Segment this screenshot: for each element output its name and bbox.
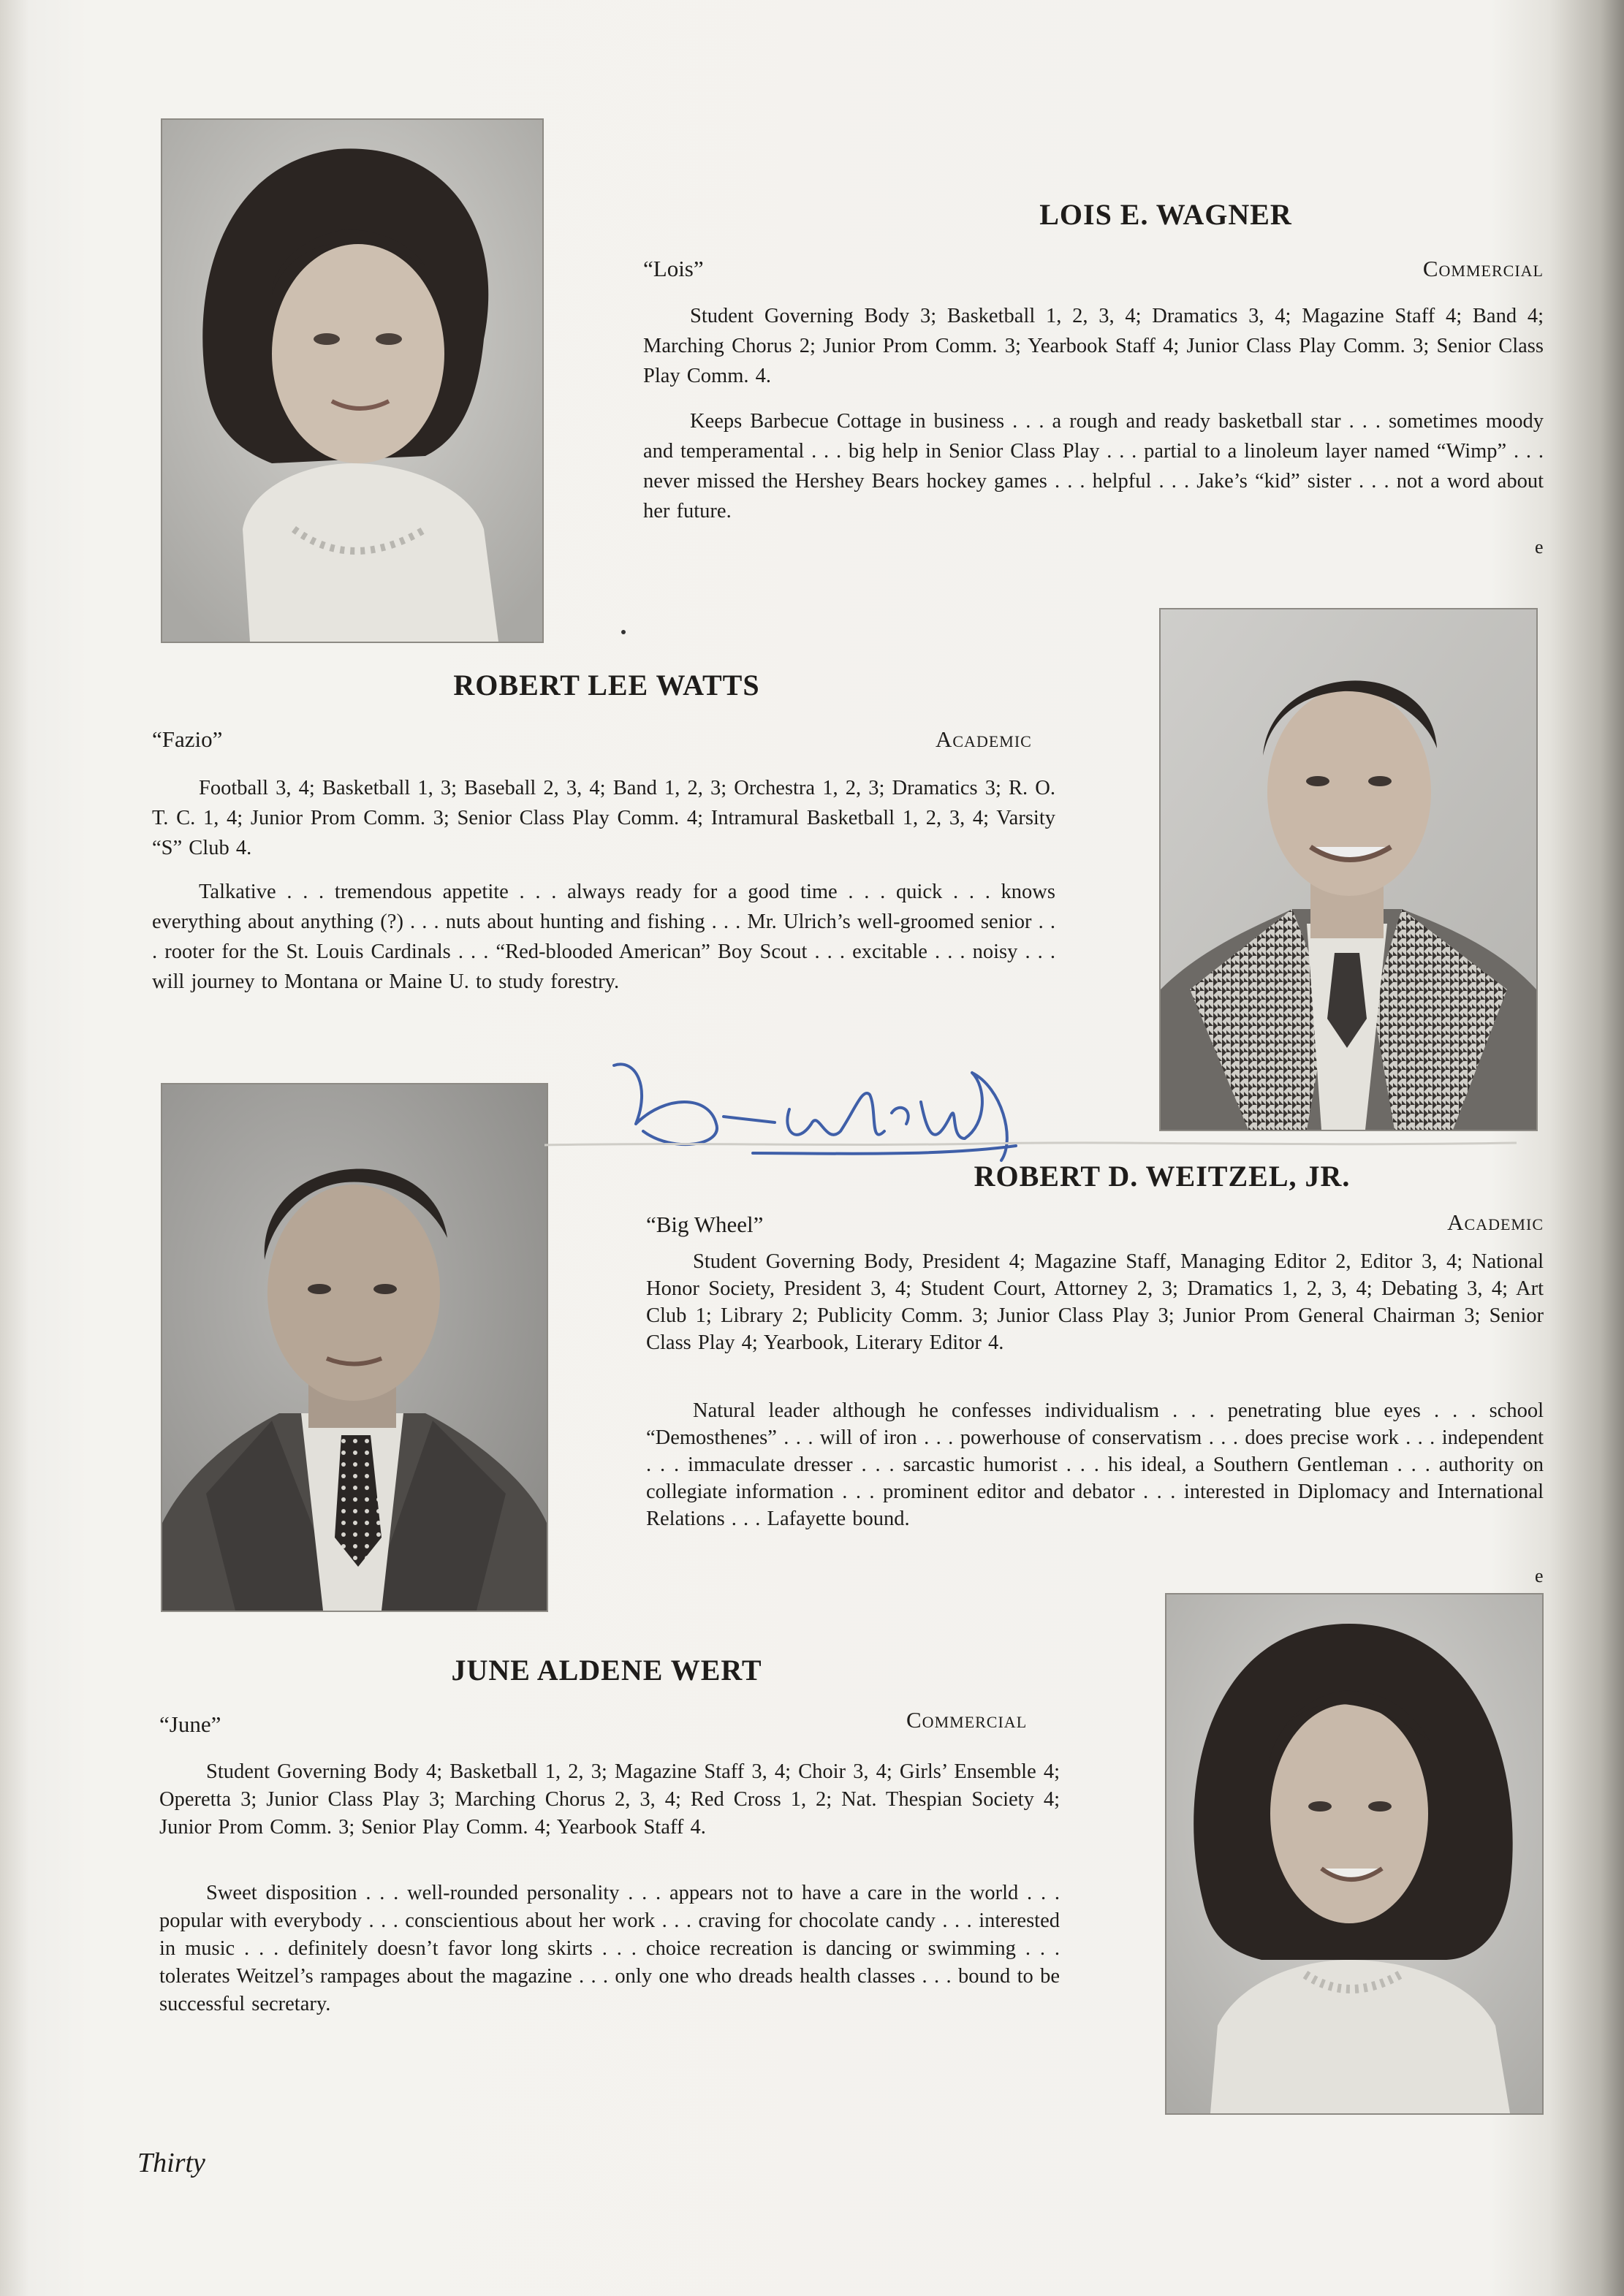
nickname-fazio: “Fazio” — [152, 726, 223, 752]
stray-mark-2: e — [1535, 1565, 1544, 1586]
activities-wert: Student Governing Body 4; Basketball 1, 2, 3; Magazine Staff 3, 4; Choir 3, 4; Girls’ Ensemble 4; Operetta 3; Junior Class Play 3; Marching Chorus 2, 3, 4; Red Cross 1, 2; Nat. Thespian Society 4; Junior Prom Comm. 3; Senior Play Comm. 4; Yearbook Staff 4. — [159, 1760, 1060, 1839]
activities-weitzel: Student Governing Body, President 4; Magazine Staff, Managing Editor 2, Editor 3, 4; National Honor Society, President 3, 4; Student Court, Attorney 2, 3; Dramatics 1, 2, 3, 4; Debating 3, 4; Art Club 1; Library 2; Publicity Comm. 3; Junior Class Play 3; Junior Prom General Chairman 3; Senior Class Play 4; Yearbook, Literary Editor 4. — [646, 1250, 1544, 1354]
course-weitzel: Academic — [1447, 1209, 1544, 1235]
page-crease — [545, 1136, 1517, 1151]
name-robert-weitzel: ROBERT D. WEITZEL, JR. — [974, 1160, 1351, 1193]
name-june-wert: JUNE ALDENE WERT — [451, 1654, 762, 1687]
portrait-robert-weitzel — [161, 1083, 548, 1612]
nickname-june: “June” — [159, 1711, 221, 1737]
course-lois: Commercial — [1422, 256, 1544, 281]
nickname-lois: “Lois” — [643, 256, 704, 281]
page-number: Thirty — [137, 2148, 205, 2178]
description-lois: Keeps Barbecue Cottage in business . . . a rough and ready basketball star . . . sometimes moody and temperamental . . . big help in Senior Class Play . . . partial to a linoleum layer named “Wimp” . . . never missed the Hershey Bears hockey games . . . helpful . . . Jake’s “kid” sister . . . not a word about her future. — [643, 410, 1544, 522]
nickname-big-wheel: “Big Wheel” — [646, 1212, 764, 1237]
stray-dot — [621, 630, 626, 634]
portrait-lois-wagner — [161, 118, 544, 643]
autograph-signature — [607, 1044, 1038, 1175]
course-watts: Academic — [936, 726, 1032, 752]
activities-watts: Football 3, 4; Basketball 1, 3; Baseball 2, 3, 4; Band 1, 2, 3; Orchestra 1, 2, 3; Dramatics 3; R. O. T. C. 1, 4; Junior Prom Comm. 3; Senior Class Play Comm. 4; Intramural Basketball 1, 2, 3, 4; Varsity “S” Club 4. — [152, 777, 1055, 859]
name-lois-wagner: LOIS E. WAGNER — [1039, 198, 1292, 231]
stray-mark-1: e — [1535, 536, 1544, 558]
description-wert: Sweet disposition . . . well-rounded personality . . . appears not to have a care in the world . . . popular with everybody . . . conscientious about her work . . . craving for chocolate candy . . . interested in music . . . definitely doesn’t favor long skirts . . . choice recreation is dancing or swimming . . . tolerates Weitzel’s rampages about the magazine . . . only one who dreads health classes . . . bound to be successful secretary. — [159, 1882, 1060, 2015]
activities-lois: Student Governing Body 3; Basketball 1, 2, 3, 4; Dramatics 3, 4; Magazine Staff 4; Band 4; Marching Chorus 2; Junior Prom Comm. 3; Yearbook Staff 4; Junior Class Play Comm. 3; Senior Class Play Comm. 4. — [643, 305, 1544, 387]
name-robert-watts: ROBERT LEE WATTS — [453, 669, 760, 702]
description-weitzel: Natural leader although he confesses individualism . . . penetrating blue eyes . . . school “Demosthenes” . . . will of iron . . . powerhouse of conservatism . . . does precise work . . . independent . . . immaculate dresser . . . sarcastic humorist . . . his ideal, a Southern Gentleman . . . authority on collegiate information . . . prominent editor and debator . . . interested in Diplomacy and International Relations . . . Lafayette bound. — [646, 1399, 1544, 1530]
portrait-june-wert — [1165, 1593, 1544, 2115]
course-wert: Commercial — [906, 1707, 1028, 1733]
portrait-robert-watts — [1159, 608, 1538, 1131]
description-watts: Talkative . . . tremendous appetite . . . always ready for a good time . . . quick . . . knows everything about anything (?) . . . nuts about hunting and fishing . . . Mr. Ulrich’s well-groomed senior . . . rooter for the St. Louis Cardinals . . . “Red-blooded American” Boy Scout . . . excitable . . . noisy . . . will journey to Montana or Maine U. to study forestry. — [152, 881, 1056, 993]
